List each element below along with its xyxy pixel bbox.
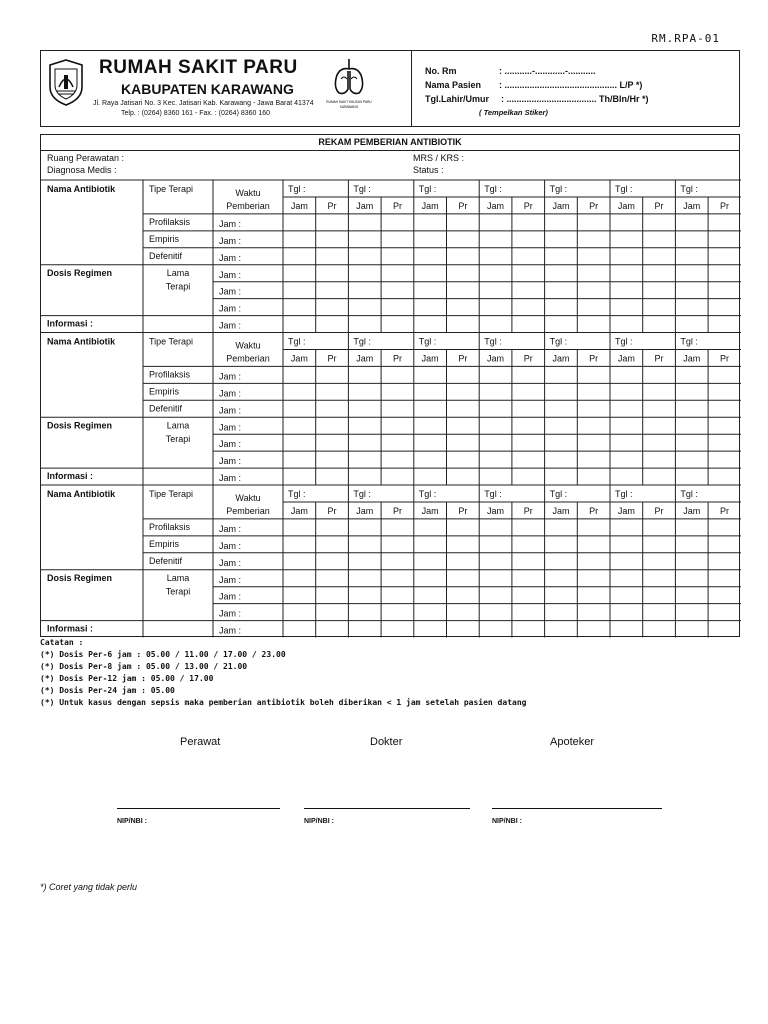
jam-header: Jam	[617, 505, 635, 516]
apoteker-label: Apoteker	[550, 736, 595, 748]
tgl-label: Tgl :	[288, 489, 306, 499]
tgl-label: Tgl :	[484, 336, 502, 347]
jam-header: Jam	[421, 200, 439, 211]
lama-label: Lama	[166, 420, 190, 431]
jam-header: Jam	[683, 505, 701, 516]
tgl-label: Tgl :	[418, 184, 437, 194]
jam-header: Jam	[356, 200, 374, 211]
hospital-phone: Telp. : (0264) 8360 161 - Fax. : (0264) 8360 160	[121, 110, 271, 117]
profilaksis-option: Profilaksis	[149, 216, 191, 227]
tipe-terapi-label: Tipe Terapi	[149, 489, 194, 499]
waktu-label: Waktu	[235, 493, 261, 503]
tgl-label: Tgl :	[353, 184, 371, 194]
form-header	[40, 50, 740, 127]
diagnosa-medis-field[interactable]: Diagnosa Medis :	[47, 165, 117, 175]
jam-header: Jam	[617, 200, 635, 211]
jam-row-label: Jam :	[219, 388, 242, 399]
tgl-label: Tgl :	[353, 336, 371, 347]
tgl-label: Tgl :	[615, 336, 633, 347]
empiris-option: Empiris	[149, 233, 180, 244]
pr-header: Pr	[458, 200, 468, 211]
jam-row-label: Jam :	[219, 625, 242, 636]
jam-header: Jam	[552, 353, 570, 364]
footnote: *) Coret yang tidak perlu	[40, 882, 138, 892]
tipe-terapi-label: Tipe Terapi	[149, 336, 194, 347]
tgl-lahir-field[interactable]: Tgl.Lahir/Umur : .................................... Th/Bln/Hr *)	[425, 94, 649, 104]
jam-row-label: Jam :	[219, 303, 242, 314]
defenitif-option: Defenitif	[149, 403, 183, 414]
schedule-grid	[41, 180, 741, 638]
empiris-option: Empiris	[149, 538, 180, 549]
pemberian-label: Pemberian	[226, 200, 270, 211]
status-field[interactable]: Status :	[413, 165, 444, 175]
svg-text:RUMAH SAKIT KHUSUS PARU: RUMAH SAKIT KHUSUS PARU	[326, 100, 372, 104]
dokter-label: Dokter	[370, 736, 403, 748]
form-code: RM.RPA-01	[651, 32, 720, 45]
tgl-label: Tgl :	[680, 336, 698, 347]
tgl-label: Tgl :	[353, 489, 371, 499]
jam-row-label: Jam :	[219, 523, 242, 534]
jam-header: Jam	[356, 505, 374, 516]
pemberian-label: Pemberian	[226, 505, 270, 516]
pr-header: Pr	[392, 353, 402, 364]
pr-header: Pr	[589, 200, 599, 211]
pemberian-label: Pemberian	[226, 353, 270, 364]
perawat-signature-line[interactable]	[117, 808, 280, 809]
pr-header: Pr	[327, 353, 337, 364]
tgl-label: Tgl :	[484, 184, 502, 194]
waktu-label: Waktu	[235, 188, 261, 198]
tgl-label: Tgl :	[288, 336, 306, 347]
jam-row-label: Jam :	[219, 286, 242, 297]
ruang-perawatan-field[interactable]: Ruang Perawatan :	[47, 153, 125, 163]
record-title: REKAM PEMBERIAN ANTIBIOTIK	[318, 137, 462, 147]
jam-header: Jam	[290, 200, 308, 211]
jam-header: Jam	[552, 505, 570, 516]
sticker-note: ( Tempelkan Stiker)	[479, 108, 548, 117]
jam-header: Jam	[683, 353, 701, 364]
jam-header: Jam	[421, 353, 439, 364]
jam-row-label: Jam :	[219, 456, 242, 467]
jam-row-label: Jam :	[219, 439, 242, 450]
jam-row-label: Jam :	[219, 422, 242, 433]
pr-header: Pr	[589, 353, 599, 364]
notes-section	[40, 637, 526, 709]
jam-header: Jam	[356, 353, 374, 364]
tgl-label: Tgl :	[680, 489, 698, 499]
title-divider	[41, 150, 739, 151]
tgl-label: Tgl :	[549, 489, 568, 499]
tgl-label: Tgl :	[549, 184, 568, 194]
pr-header: Pr	[589, 505, 599, 516]
lama-label: Lama	[166, 572, 190, 583]
tgl-label: Tgl :	[288, 184, 306, 194]
dokter-signature-line[interactable]	[304, 808, 470, 809]
pr-header: Pr	[458, 505, 468, 516]
pr-header: Pr	[327, 505, 337, 516]
jam-header: Jam	[290, 353, 308, 364]
tgl-label: Tgl :	[484, 489, 502, 499]
perawat-label: Perawat	[180, 736, 221, 748]
jam-header: Jam	[487, 505, 505, 516]
jam-header: Jam	[617, 353, 635, 364]
pr-header: Pr	[719, 353, 729, 364]
informasi-label: Informasi :	[47, 471, 94, 482]
pr-header: Pr	[719, 200, 729, 211]
tgl-label: Tgl :	[680, 184, 698, 194]
tgl-label: Tgl :	[549, 336, 568, 347]
tipe-terapi-label: Tipe Terapi	[149, 184, 194, 194]
lama-label: Lama	[166, 267, 190, 278]
pr-header: Pr	[327, 200, 337, 211]
jam-row-label: Jam :	[219, 574, 242, 585]
tgl-label: Tgl :	[615, 489, 633, 499]
antibiotic-record-table	[40, 134, 740, 637]
empiris-option: Empiris	[149, 386, 180, 397]
header-divider	[411, 51, 412, 126]
profilaksis-option: Profilaksis	[149, 369, 191, 380]
apoteker-signature-line[interactable]	[492, 808, 662, 809]
jam-row-label: Jam :	[219, 540, 242, 551]
terapi-label: Terapi	[165, 586, 191, 597]
jam-row-label: Jam :	[219, 371, 242, 382]
dosis-regimen-label: Dosis Regimen	[47, 267, 113, 278]
terapi-label: Terapi	[165, 434, 191, 445]
pr-header: Pr	[392, 505, 402, 516]
jam-header: Jam	[487, 200, 505, 211]
jam-row-label: Jam :	[219, 405, 242, 416]
jam-row-label: Jam :	[219, 608, 242, 619]
defenitif-option: Defenitif	[149, 250, 183, 261]
pr-header: Pr	[654, 200, 664, 211]
pr-header: Pr	[523, 353, 533, 364]
pr-header: Pr	[719, 505, 729, 516]
informasi-label: Informasi :	[47, 623, 94, 634]
tgl-label: Tgl :	[418, 336, 437, 347]
hospital-address: Jl. Raya Jatisari No. 3 Kec. Jatisari Kab. Karawang - Jawa Barat 41374	[93, 100, 314, 107]
jam-row-label: Jam :	[219, 591, 242, 602]
nama-antibiotik-label: Nama Antibiotik	[47, 184, 116, 194]
pr-header: Pr	[523, 200, 533, 211]
jam-row-label: Jam :	[219, 473, 242, 484]
pr-header: Pr	[392, 200, 402, 211]
nama-antibiotik-label: Nama Antibiotik	[47, 336, 116, 347]
apoteker-nip-field[interactable]: NIP/NBI :	[492, 818, 522, 825]
hospital-lung-logo-icon	[326, 55, 372, 111]
svg-text:KARAWANG: KARAWANG	[339, 105, 359, 109]
jam-row-label: Jam :	[219, 557, 242, 568]
jam-header: Jam	[683, 200, 701, 211]
tgl-label: Tgl :	[418, 489, 437, 499]
profilaksis-option: Profilaksis	[149, 521, 191, 532]
dosis-regimen-label: Dosis Regimen	[47, 572, 113, 583]
note-line: (*) Dosis Per-8 jam : 05.00 / 13.00 / 21.00	[40, 662, 248, 671]
tgl-label: Tgl :	[615, 184, 633, 194]
defenitif-option: Defenitif	[149, 555, 183, 566]
jam-row-label: Jam :	[219, 235, 242, 246]
mrs-krs-field[interactable]: MRS / KRS :	[413, 153, 465, 163]
jam-header: Jam	[487, 353, 505, 364]
jam-row-label: Jam :	[219, 320, 242, 331]
jam-row-label: Jam :	[219, 269, 242, 280]
pr-header: Pr	[654, 353, 664, 364]
dokter-nip-field[interactable]: NIP/NBI :	[304, 818, 334, 825]
note-line: Catatan :	[40, 638, 84, 647]
dosis-regimen-label: Dosis Regimen	[47, 420, 113, 431]
jam-row-label: Jam :	[219, 218, 242, 229]
jam-header: Jam	[421, 505, 439, 516]
jam-header: Jam	[290, 505, 308, 516]
terapi-label: Terapi	[165, 281, 191, 292]
note-line: (*) Dosis Per-12 jam : 05.00 / 17.00	[40, 674, 214, 683]
jam-header: Jam	[552, 200, 570, 211]
informasi-label: Informasi :	[47, 318, 94, 329]
note-line: (*) Untuk kasus dengan sepsis maka pemberian antibiotik boleh diberikan < 1 jam setelah pasien datang	[40, 698, 527, 707]
no-rm-field[interactable]: No. Rm : ...........-............-...........	[425, 66, 596, 76]
jam-row-label: Jam :	[219, 252, 242, 263]
pr-header: Pr	[523, 505, 533, 516]
nama-pasien-field[interactable]: Nama Pasien : ............................................. L/P *)	[425, 80, 643, 90]
waktu-label: Waktu	[235, 340, 261, 351]
hospital-name: RUMAH SAKIT PARU	[99, 57, 298, 78]
note-line: (*) Dosis Per-24 jam : 05.00	[40, 686, 175, 695]
perawat-nip-field[interactable]: NIP/NBI :	[117, 818, 147, 825]
pr-header: Pr	[654, 505, 664, 516]
hospital-district: KABUPATEN KARAWANG	[121, 81, 294, 97]
pr-header: Pr	[458, 353, 468, 364]
note-line: (*) Dosis Per-6 jam : 05.00 / 11.00 / 17.00 / 23.00	[40, 650, 286, 659]
karawang-logo-icon	[47, 57, 85, 107]
nama-antibiotik-label: Nama Antibiotik	[47, 489, 116, 499]
